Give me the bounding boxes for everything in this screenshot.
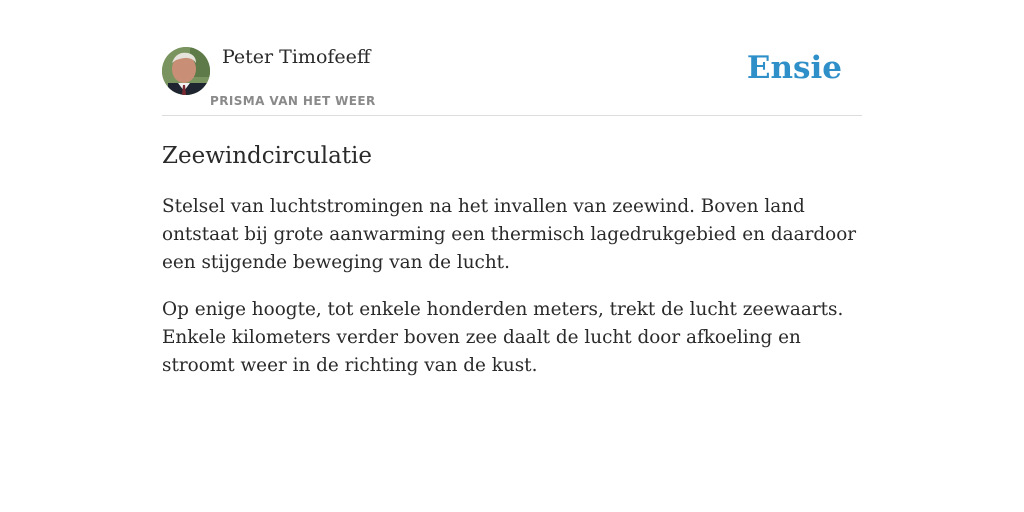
article-header (162, 0, 862, 116)
author-photo (162, 47, 210, 95)
article-card (162, 0, 862, 380)
author-name[interactable]: Peter Timofeeff (222, 46, 371, 68)
avatar[interactable] (162, 47, 210, 95)
ensie-logo[interactable]: Ensie (746, 50, 842, 86)
article-paragraph-1: Stelsel van luchtstromingen na het invallen van zeewind. Boven land ontstaat bij grote aanwarming een thermisch lagedrukgebied en daardoor een stijgende beweging van de lucht. (162, 196, 857, 273)
article-title: Zeewindcirculatie (162, 143, 372, 169)
article-paragraph-2: Op enige hoogte, tot enkele honderden meters, trekt de lucht zeewaarts. Enkele kilometers verder boven zee daalt de lucht door afkoeling en stroomt weer in de richting van de kust. (162, 299, 844, 376)
source-label[interactable]: PRISMA VAN HET WEER (210, 94, 376, 108)
